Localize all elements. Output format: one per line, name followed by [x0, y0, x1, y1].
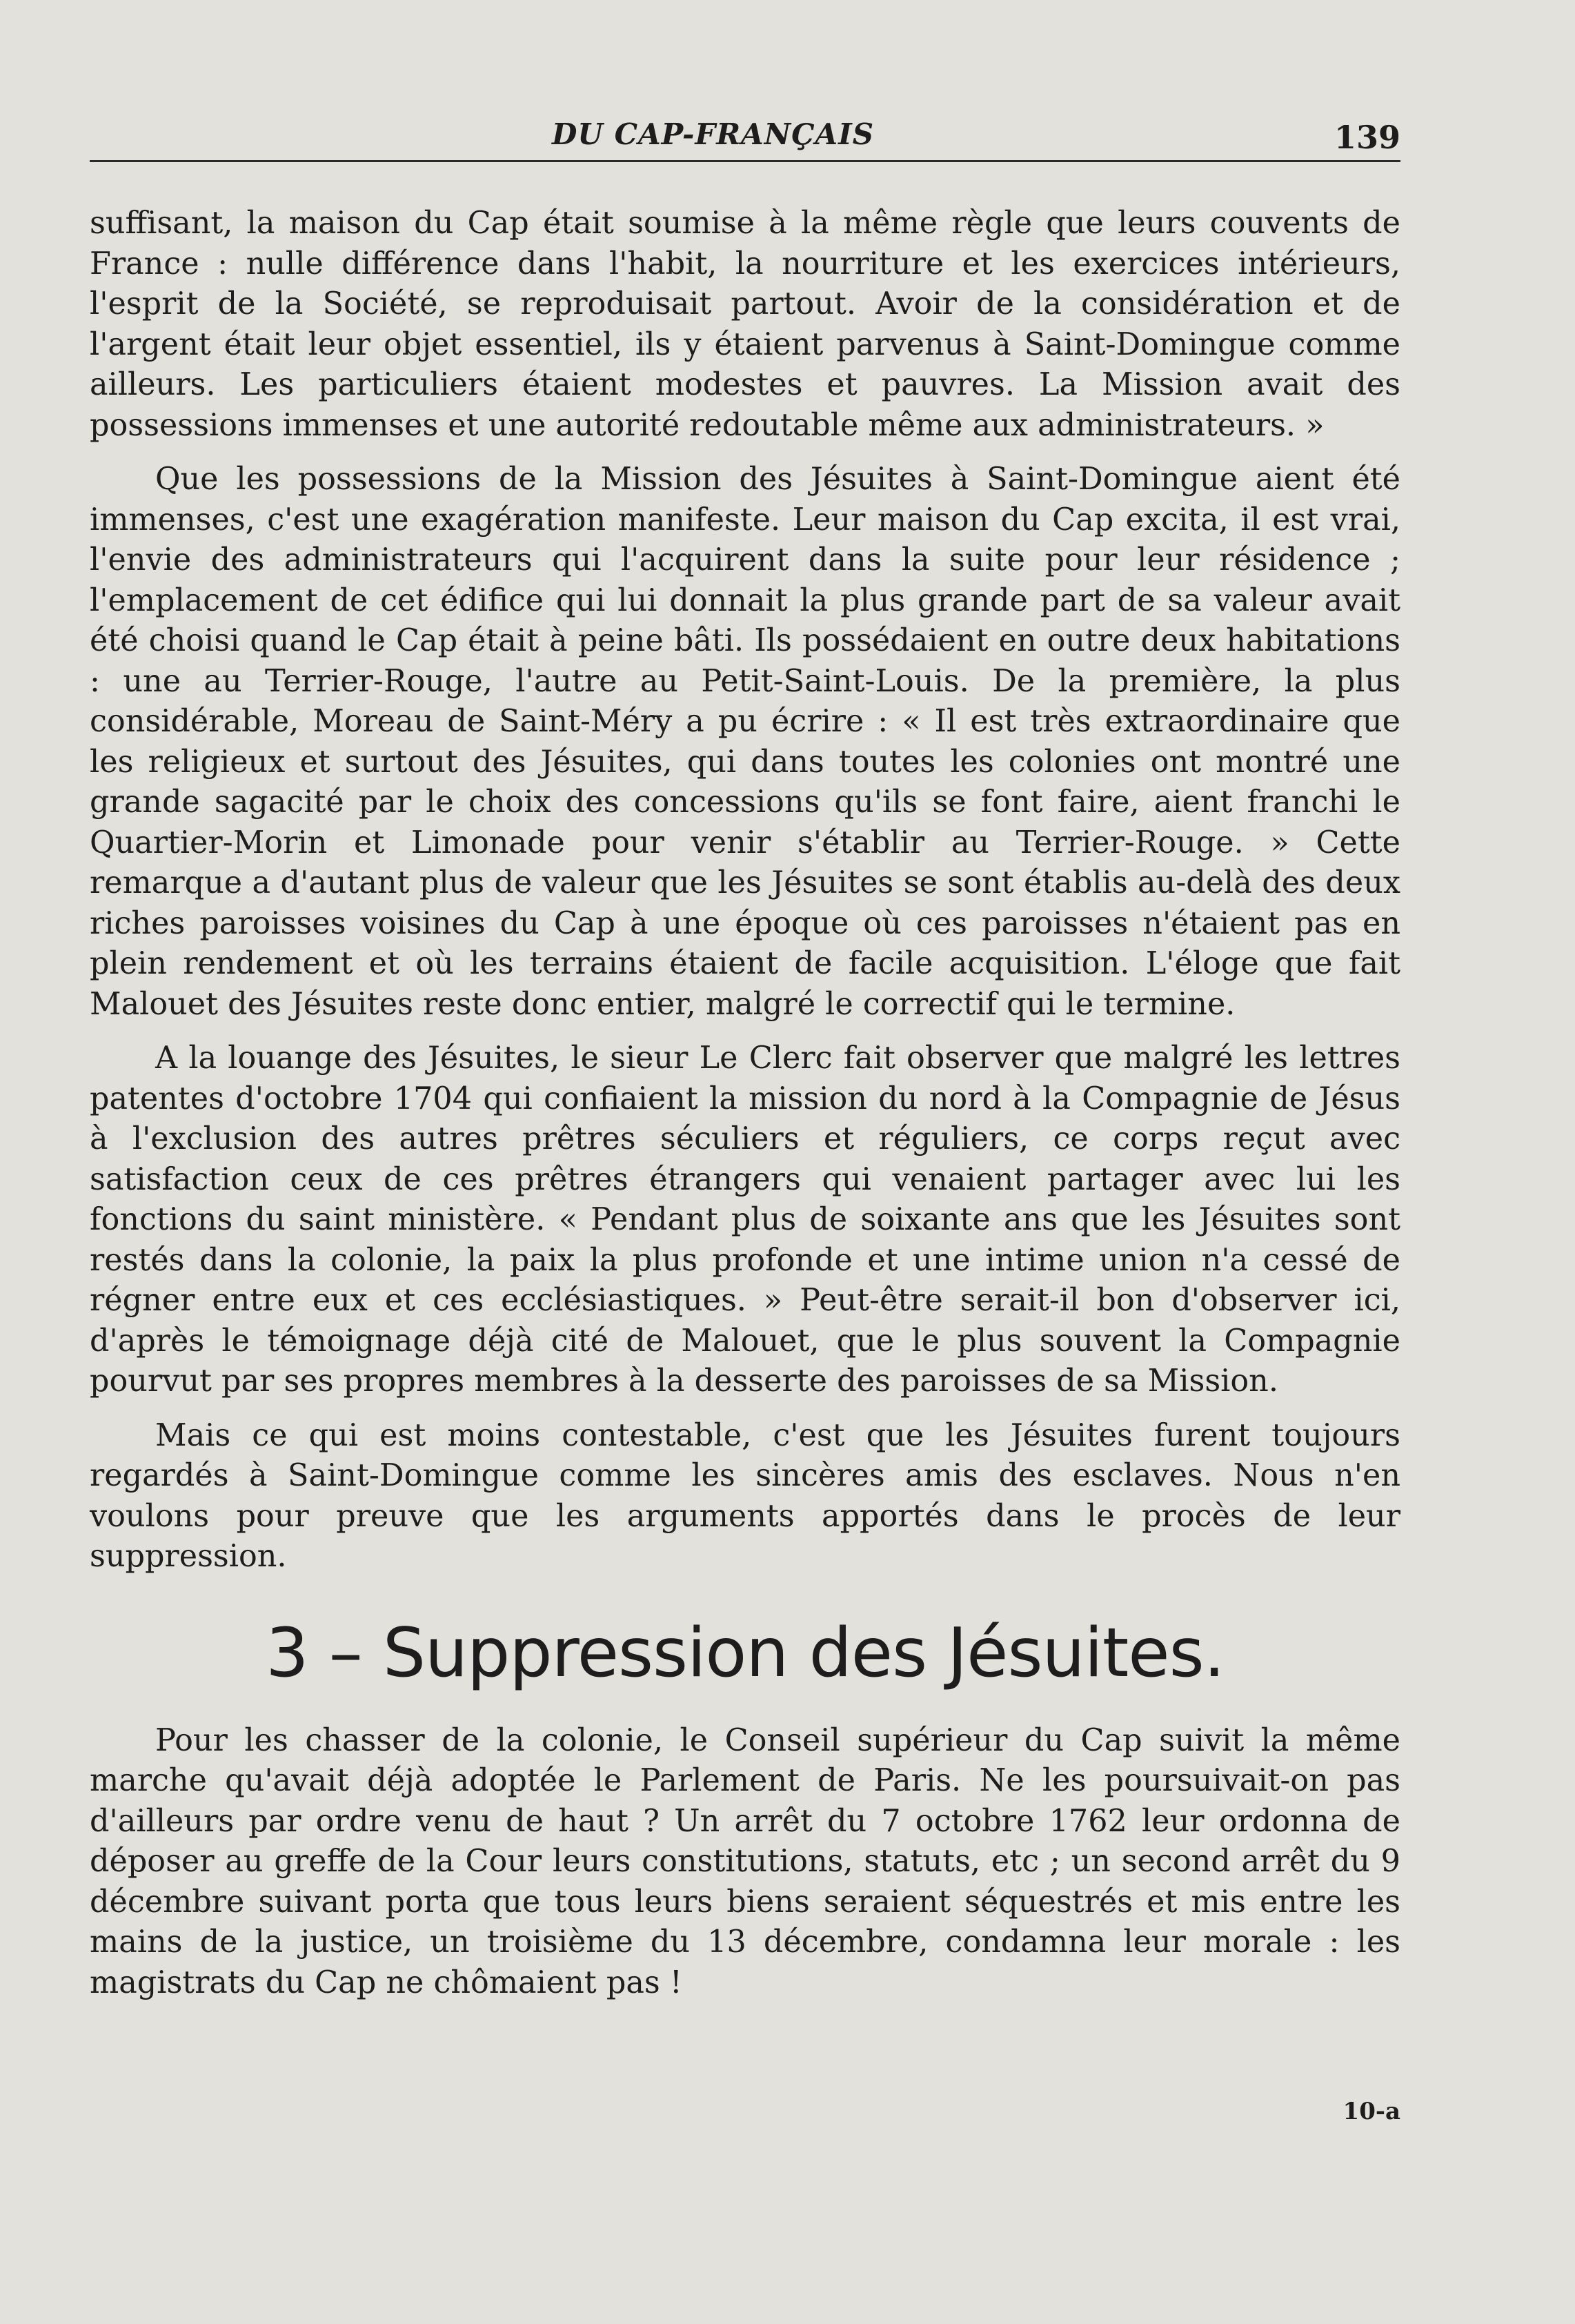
paragraph-2: Que les possessions de la Mission des Jésuites à Saint-Domingue aient été immenses, c'est une exagération manifeste. Leur maison du Cap excita, il est vrai, l'envie des administrateurs qui l'acquirent dans la suite pour leur résidence ; l'emplacement de cet édifice qui lui donnait la plus grande part de sa valeur avait été choisi quand le Cap était à peine bâti. Ils possédaient en outre deux habitations : une au Terrier-Rouge, l'autre au Petit-Saint-Louis. De la première, la plus considérable, Moreau de Saint-Méry a pu écrire : « Il est très extraordinaire que les religieux et surtout des Jésuites, qui dans toutes les colonies ont montré une grande sagacité par le choix des concessions qu'ils se font faire, aient franchi le Quartier-Morin et Limonade pour venir s'établir au Terrier-Rouge. » Cette remarque a d'autant plus de valeur que les Jésuites se sont établis au-delà des deux riches paroisses voisines du Cap à une époque où ces paroisses n'étaient pas en plein rendement et où les terrains étaient de facile acquisition. L'éloge que fait Malouet des Jésuites reste donc entier, malgré le correctif qui le termine.	[90, 462, 1400, 1022]
paragraph-3: A la louange des Jésuites, le sieur Le Clerc fait observer que malgré les lettres patentes d'octobre 1704 qui confiaient la mission du nord à la Compagnie de Jésus à l'exclusion des autres prêtres séculiers et réguliers, ce corps reçut avec satisfaction ceux de ces prêtres étrangers qui venaient partager avec lui les fonctions du saint ministère. « Pendant plus de soixante ans que les Jésuites sont restés dans la colonie, la paix la plus profonde et une intime union n'a cessé de régner entre eux et ces ecclésiastiques. » Peut-être serait-il bon d'observer ici, d'après le témoignage déjà cité de Malouet, que le plus souvent la Compagnie pourvut par ses propres membres à la desserte des paroisses de sa Mission.	[90, 1041, 1400, 1399]
paragraph-1: suffisant, la maison du Cap était soumise à la même règle que leurs couvents de France : nulle différence dans l'habit, la nourriture et les exercices intérieurs, l'esprit de la Société, se reproduisait partout. Avoir de la considération et de l'argent était leur objet essentiel, ils y étaient parvenus à Saint-Domingue comme ailleurs. Les particuliers étaient modestes et pauvres. La Mission avait des possessions immenses et une autorité redoutable même aux administrateurs. »	[90, 206, 1400, 443]
paragraph-4: Mais ce qui est moins contestable, c'est que les Jésuites furent toujours regardés à Saint-Domingue comme les sincères amis des esclaves. Nous n'en voulons pour preuve que les arguments apportés dans le procès de leur suppression.	[90, 1417, 1400, 1574]
running-head: DU CAP-FRANÇAIS	[552, 117, 875, 151]
section-paragraph: Pour les chasser de la colonie, le Conseil supérieur du Cap suivit la même marche qu'avait déjà adoptée le Parlement de Paris. Ne les poursuivait-on pas d'ailleurs par ordre venu de haut ? Un arrêt du 7 octobre 1762 leur ordonna de déposer au greffe de la Cour leurs constitutions, statuts, etc ; un second arrêt du 9 décembre suivant porta que tous leurs biens seraient séquestrés et mis entre les mains de la justice, un troisième du 13 décembre, condamna leur morale : les magistrats du Cap ne chômaient pas !	[90, 1722, 1400, 2000]
header-rule	[90, 160, 1400, 162]
page-number: 139	[1334, 119, 1400, 156]
body-text	[90, 204, 1400, 2017]
section-heading: 3 – Suppression des Jésuites.	[266, 1613, 1225, 1693]
signature-mark: 10-a	[1343, 2098, 1400, 2125]
page-header	[90, 110, 1400, 166]
